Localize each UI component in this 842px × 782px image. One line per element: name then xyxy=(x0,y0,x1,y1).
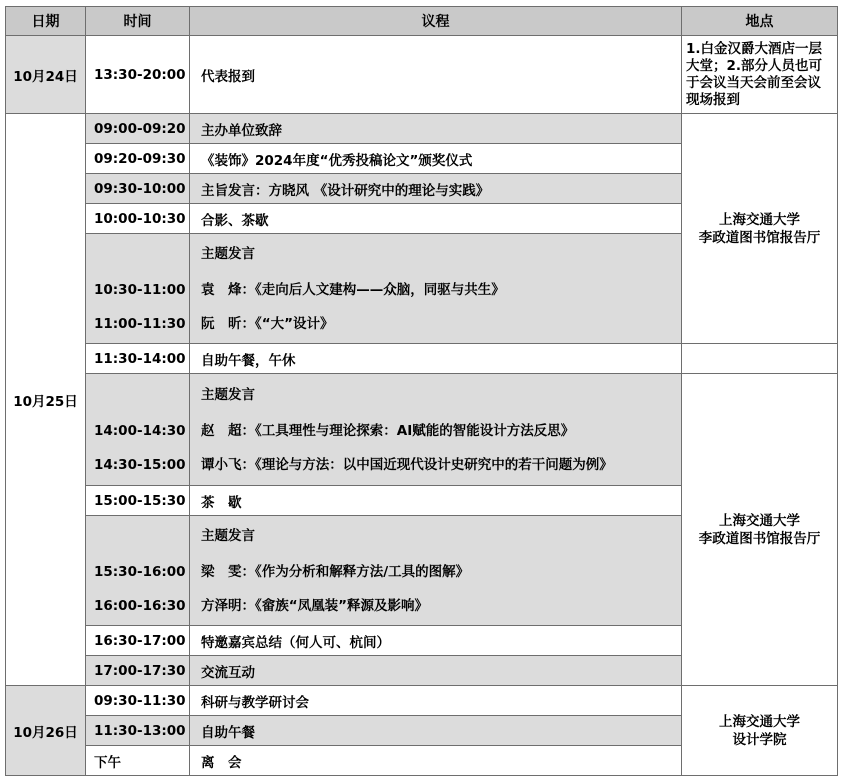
agenda-cell xyxy=(190,516,682,626)
table-row xyxy=(6,114,838,144)
talk-line: 梁 雯：《作为分析和解释方法/工具的图解》 xyxy=(201,563,470,580)
time-line: 16:00-16:30 xyxy=(94,597,186,614)
header-date: 日期 xyxy=(6,7,86,36)
location-line: 上海交通大学 xyxy=(719,512,800,529)
time-cell: 09:30-10:00 xyxy=(86,174,190,204)
location-cell xyxy=(682,344,838,374)
time-cell: 15:00-15:30 xyxy=(86,486,190,516)
time-line: 14:30-15:00 xyxy=(94,456,186,473)
session-title: 主题发言 xyxy=(201,386,255,403)
agenda-cell: 离 会 xyxy=(190,746,682,776)
time-cell: 13:30-20:00 xyxy=(86,36,190,114)
talk-line: 方泽明：《畲族“凤凰装”释源及影响》 xyxy=(201,597,428,614)
location-line: 上海交通大学 xyxy=(719,713,800,730)
agenda-cell: 主旨发言：方晓风 《设计研究中的理论与实践》 xyxy=(190,174,682,204)
time-cell: 11:30-13:00 xyxy=(86,716,190,746)
time-line: 15:30-16:00 xyxy=(94,563,186,580)
time-line: 11:00-11:30 xyxy=(94,315,186,332)
location-line: 李政道图书馆报告厅 xyxy=(698,530,821,547)
header-location: 地点 xyxy=(682,7,838,36)
agenda-cell xyxy=(190,234,682,344)
table-row xyxy=(6,344,838,374)
time-cell: 09:20-09:30 xyxy=(86,144,190,174)
time-line: 14:00-14:30 xyxy=(94,422,186,439)
session-title: 主题发言 xyxy=(201,527,255,544)
time-line: 10:30-11:00 xyxy=(94,281,186,298)
agenda-cell: 主办单位致辞 xyxy=(190,114,682,144)
talk-line: 阮 昕：《“大”设计》 xyxy=(201,315,334,332)
agenda-cell xyxy=(190,374,682,486)
session-title: 主题发言 xyxy=(201,245,255,262)
talk-line: 袁 烽：《走向后人文建构——众脑，同驱与共生》 xyxy=(201,281,505,298)
agenda-cell: 交流互动 xyxy=(190,656,682,686)
location-cell xyxy=(682,114,838,344)
header-agenda: 议程 xyxy=(190,7,682,36)
agenda-cell: 合影、茶歇 xyxy=(190,204,682,234)
agenda-cell: 科研与教学研讨会 xyxy=(190,686,682,716)
date-cell: 10月26日 xyxy=(6,686,86,776)
table-row xyxy=(6,374,838,486)
agenda-cell: 《装饰》2024年度“优秀投稿论文”颁奖仪式 xyxy=(190,144,682,174)
date-cell: 10月25日 xyxy=(6,114,86,686)
time-cell: 09:00-09:20 xyxy=(86,114,190,144)
location-line: 设计学院 xyxy=(732,731,787,748)
time-cell: 11:30-14:00 xyxy=(86,344,190,374)
time-cell xyxy=(86,374,190,486)
header-time: 时间 xyxy=(86,7,190,36)
time-cell: 09:30-11:30 xyxy=(86,686,190,716)
location-cell xyxy=(682,686,838,776)
location-cell: 1.白金汉爵大酒店一层大堂；2.部分人员也可于会议当天会前至会议现场报到 xyxy=(682,36,838,114)
location-line: 李政道图书馆报告厅 xyxy=(698,229,821,246)
agenda-cell: 特邀嘉宾总结（何人可、杭间） xyxy=(190,626,682,656)
talk-line: 谭小飞：《理论与方法：以中国近现代设计史研究中的若干问题为例》 xyxy=(201,456,613,473)
time-cell: 下午 xyxy=(86,746,190,776)
time-cell: 16:30-17:00 xyxy=(86,626,190,656)
location-line: 上海交通大学 xyxy=(719,211,800,228)
talk-line: 赵 超：《工具理性与理论探索：AI赋能的智能设计方法反思》 xyxy=(201,422,575,439)
table-row xyxy=(6,36,838,114)
table-row xyxy=(6,686,838,716)
agenda-cell: 茶 歇 xyxy=(190,486,682,516)
time-cell xyxy=(86,234,190,344)
time-cell: 17:00-17:30 xyxy=(86,656,190,686)
conference-schedule-table xyxy=(5,6,838,776)
header-row xyxy=(6,7,838,36)
date-cell: 10月24日 xyxy=(6,36,86,114)
time-cell xyxy=(86,516,190,626)
location-cell xyxy=(682,374,838,686)
agenda-cell: 自助午餐 xyxy=(190,716,682,746)
agenda-cell: 自助午餐，午休 xyxy=(190,344,682,374)
agenda-cell: 代表报到 xyxy=(190,36,682,114)
time-cell: 10:00-10:30 xyxy=(86,204,190,234)
